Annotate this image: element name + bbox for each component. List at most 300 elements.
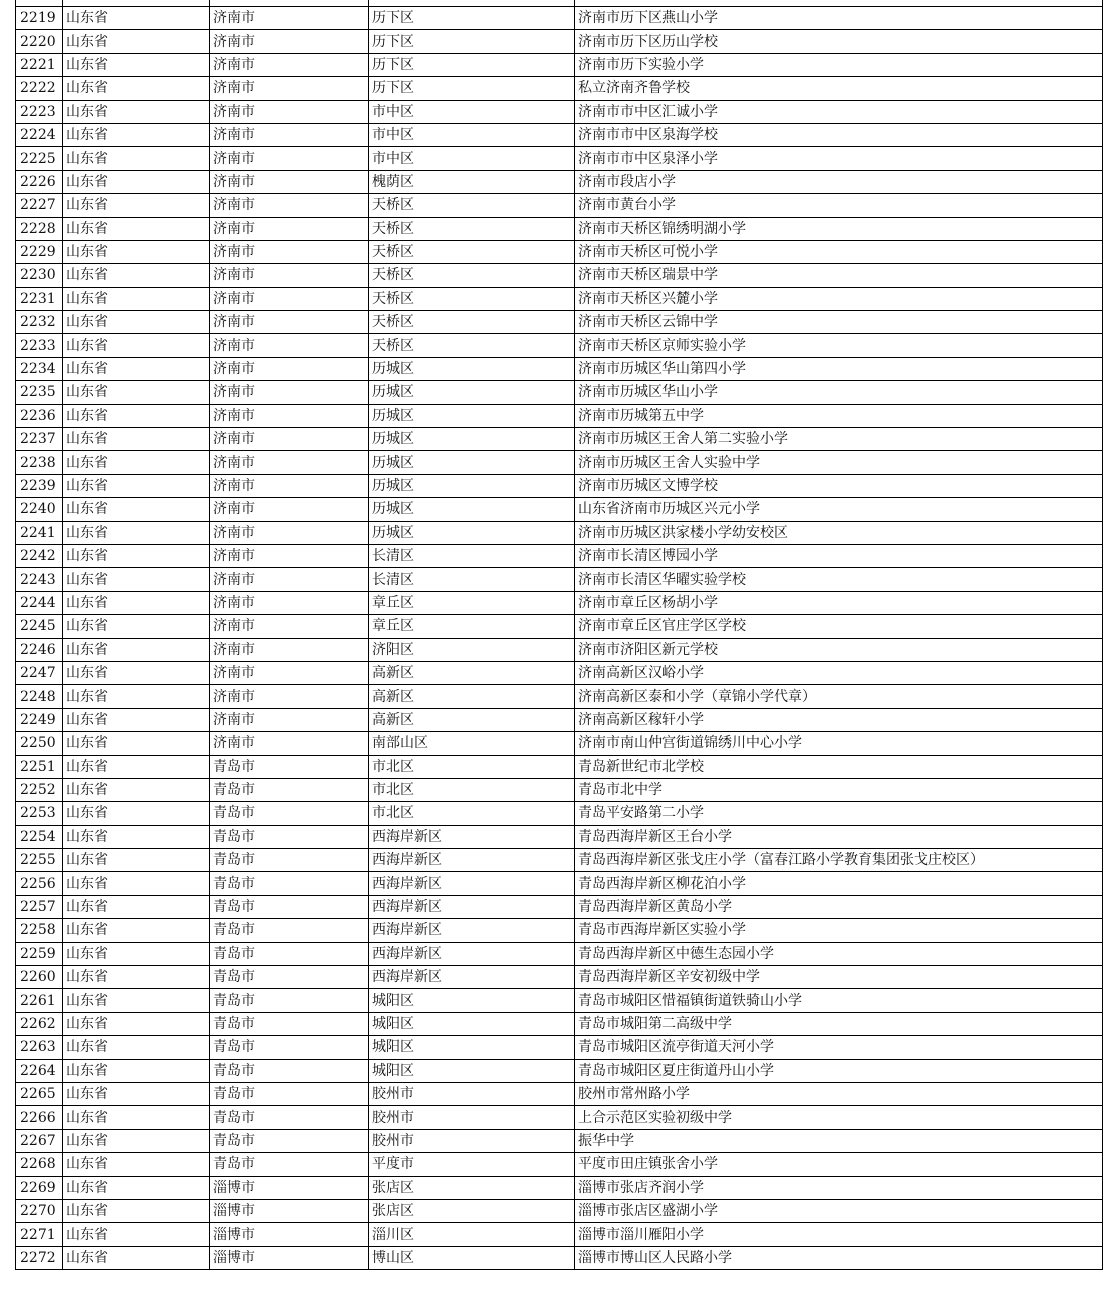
cell-school: 济南市历城区文博学校: [575, 474, 1103, 497]
table-row: [16, 919, 1103, 942]
cell-city: 济南市: [210, 638, 369, 661]
cell-no: 2249: [16, 708, 63, 731]
cell-no: 2241: [16, 521, 63, 544]
table-row: [16, 1246, 1103, 1269]
table-row: [16, 7, 1103, 30]
cell-province: 山东省: [63, 381, 210, 404]
table-row: [16, 1106, 1103, 1129]
table-row: [16, 732, 1103, 755]
cell-province: 山东省: [63, 7, 210, 30]
cell-school: 青岛市城阳区惜福镇街道铁骑山小学: [575, 989, 1103, 1012]
cell-district: 高新区: [369, 661, 575, 684]
cell-school: 淄博市淄川雁阳小学: [575, 1223, 1103, 1246]
school-table-body: [16, 0, 1103, 1270]
cell-province: 山东省: [63, 1223, 210, 1246]
cell-no: 2245: [16, 615, 63, 638]
cell-no: 2243: [16, 568, 63, 591]
cell-district: 城阳区: [369, 989, 575, 1012]
table-row: [16, 615, 1103, 638]
cell-district: 济阳区: [369, 638, 575, 661]
cell-school: 济南市天桥区可悦小学: [575, 240, 1103, 263]
cell-province: 山东省: [63, 1176, 210, 1199]
cell-city: 济南市: [210, 264, 369, 287]
cell-school: 青岛平安路第二小学: [575, 802, 1103, 825]
cell-school: 青岛市西海岸新区实验小学: [575, 919, 1103, 942]
table-row: [16, 966, 1103, 989]
cell-city: 济南市: [210, 498, 369, 521]
table-row: [16, 778, 1103, 801]
cell-city: 济南市: [210, 311, 369, 334]
cell-city: 济南市: [210, 77, 369, 100]
table-row: [16, 30, 1103, 53]
cell-city: 青岛市: [210, 849, 369, 872]
cell-no: 2242: [16, 544, 63, 567]
cell-province: 山东省: [63, 147, 210, 170]
table-row: [16, 521, 1103, 544]
cell-city: 济南市: [210, 591, 369, 614]
cell-no: 2261: [16, 989, 63, 1012]
cell-no: 2235: [16, 381, 63, 404]
cell-province: 山东省: [63, 1082, 210, 1105]
cell-district: 天桥区: [369, 287, 575, 310]
cell-school: 济南市济阳区新元学校: [575, 638, 1103, 661]
cell-city: 青岛市: [210, 778, 369, 801]
cell-district: 槐荫区: [369, 170, 575, 193]
table-row: [16, 1036, 1103, 1059]
cell-school: 青岛西海岸新区黄岛小学: [575, 895, 1103, 918]
cell-school: 济南市章丘区杨胡小学: [575, 591, 1103, 614]
cell-district: 张店区: [369, 1199, 575, 1222]
table-row: [16, 849, 1103, 872]
cell-school: 济南市天桥区云锦中学: [575, 311, 1103, 334]
cell-district: 市中区: [369, 123, 575, 146]
cell-province: 山东省: [63, 1106, 210, 1129]
table-row: [16, 264, 1103, 287]
cell-province: 山东省: [63, 451, 210, 474]
cell-no: 2234: [16, 357, 63, 380]
cell-school: 济南市天桥区京师实验小学: [575, 334, 1103, 357]
table-row: [16, 802, 1103, 825]
cell-province: 山东省: [63, 989, 210, 1012]
cell-school: 青岛西海岸新区张戈庄小学（富春江路小学教育集团张戈庄校区）: [575, 849, 1103, 872]
cell-no: 2227: [16, 194, 63, 217]
cell-no: 2271: [16, 1223, 63, 1246]
table-row: [16, 942, 1103, 965]
cell-no: 2236: [16, 404, 63, 427]
cell-no: 2228: [16, 217, 63, 240]
cell-district: 胶州市: [369, 1129, 575, 1152]
cell-province: 山东省: [63, 966, 210, 989]
cell-city: 济南市: [210, 615, 369, 638]
cell-city: 青岛市: [210, 1129, 369, 1152]
table-row: [16, 100, 1103, 123]
table-row: [16, 53, 1103, 76]
cell-city: 淄博市: [210, 1199, 369, 1222]
cell-school: 青岛市城阳区流亭街道天河小学: [575, 1036, 1103, 1059]
cell-school: 青岛市城阳第二高级中学: [575, 1012, 1103, 1035]
cell-no: 2233: [16, 334, 63, 357]
cell-district: 平度市: [369, 1153, 575, 1176]
table-row: [16, 568, 1103, 591]
cell-no: 2255: [16, 849, 63, 872]
cell-no: 2225: [16, 147, 63, 170]
cell-city: 淄博市: [210, 1246, 369, 1269]
table-row: [16, 1082, 1103, 1105]
cell-no: 2267: [16, 1129, 63, 1152]
cell-city: 济南市: [210, 287, 369, 310]
cell-province: 山东省: [63, 732, 210, 755]
cell-no: 2263: [16, 1036, 63, 1059]
table-row: [16, 147, 1103, 170]
cell-district: 市中区: [369, 100, 575, 123]
table-row: [16, 544, 1103, 567]
cell-district: 长清区: [369, 544, 575, 567]
cell-no: 2268: [16, 1153, 63, 1176]
cell-province: 山东省: [63, 53, 210, 76]
cell-province: 山东省: [63, 872, 210, 895]
table-row: [16, 357, 1103, 380]
cell-school: 济南高新区稼轩小学: [575, 708, 1103, 731]
table-row: [16, 381, 1103, 404]
cell-district: 章丘区: [369, 615, 575, 638]
cell-school: 青岛新世纪市北学校: [575, 755, 1103, 778]
cell-district: 高新区: [369, 685, 575, 708]
cell-province: 山东省: [63, 661, 210, 684]
cell-district: 历城区: [369, 381, 575, 404]
cell-school: 济南市历城区华山小学: [575, 381, 1103, 404]
cell-province: 山东省: [63, 264, 210, 287]
cell-district: 历下区: [369, 7, 575, 30]
table-row: [16, 404, 1103, 427]
cell-city: 青岛市: [210, 1153, 369, 1176]
cell-province: 山东省: [63, 849, 210, 872]
cell-district: 南部山区: [369, 732, 575, 755]
cell-school: 济南市历城区王舍人实验中学: [575, 451, 1103, 474]
table-row: [16, 1153, 1103, 1176]
cell-district: 西海岸新区: [369, 966, 575, 989]
cell-no: 2224: [16, 123, 63, 146]
cell-city: 济南市: [210, 194, 369, 217]
cell-district: 胶州市: [369, 1082, 575, 1105]
cell-school: 青岛西海岸新区王台小学: [575, 825, 1103, 848]
cell-district: 历下区: [369, 30, 575, 53]
cell-district: 天桥区: [369, 217, 575, 240]
cell-city: 青岛市: [210, 802, 369, 825]
cell-no: 2253: [16, 802, 63, 825]
cell-city: 青岛市: [210, 825, 369, 848]
cell-city: 青岛市: [210, 1012, 369, 1035]
table-row: [16, 989, 1103, 1012]
cell-no: 2229: [16, 240, 63, 263]
cell-city: 济南市: [210, 732, 369, 755]
cell-school: 济南市天桥区锦绣明湖小学: [575, 217, 1103, 240]
cell-city: 济南市: [210, 428, 369, 451]
cell-district: 天桥区: [369, 264, 575, 287]
cell-school: 济南高新区泰和小学（章锦小学代章）: [575, 685, 1103, 708]
cell-district: 历城区: [369, 474, 575, 497]
cell-no: 2272: [16, 1246, 63, 1269]
cell-school: 青岛西海岸新区柳花泊小学: [575, 872, 1103, 895]
cell-school: 济南市历下实验小学: [575, 53, 1103, 76]
cell-province: 山东省: [63, 357, 210, 380]
cell-no: 2264: [16, 1059, 63, 1082]
table-row: [16, 1223, 1103, 1246]
cell-province: 山东省: [63, 194, 210, 217]
cell-province: 山东省: [63, 474, 210, 497]
cell-school: 济南市南山仲宫街道锦绣川中心小学: [575, 732, 1103, 755]
cell-district: 历城区: [369, 521, 575, 544]
cell-province: 山东省: [63, 498, 210, 521]
cell-city: 济南市: [210, 568, 369, 591]
table-row: [16, 334, 1103, 357]
cell-no: 2251: [16, 755, 63, 778]
cell-no: 2265: [16, 1082, 63, 1105]
cell-province: 山东省: [63, 77, 210, 100]
cell-school: 淄博市张店齐润小学: [575, 1176, 1103, 1199]
cell-province: 山东省: [63, 1012, 210, 1035]
cell-province: 山东省: [63, 428, 210, 451]
cell-province: 山东省: [63, 615, 210, 638]
cell-no: 2226: [16, 170, 63, 193]
cell-city: 济南市: [210, 451, 369, 474]
cell-school: 济南市长清区华曜实验学校: [575, 568, 1103, 591]
table-row: [16, 755, 1103, 778]
cell-district: 历城区: [369, 428, 575, 451]
cell-school: 济南市市中区泉海学校: [575, 123, 1103, 146]
cell-province: 山东省: [63, 802, 210, 825]
cell-no: 2269: [16, 1176, 63, 1199]
cell-no: 2239: [16, 474, 63, 497]
cell-no: 2259: [16, 942, 63, 965]
cell-province: 山东省: [63, 287, 210, 310]
cell-province: 山东省: [63, 919, 210, 942]
cell-district: 市中区: [369, 147, 575, 170]
cell-no: 2230: [16, 264, 63, 287]
cell-city: 济南市: [210, 30, 369, 53]
cell-city: 济南市: [210, 474, 369, 497]
cell-no: 2246: [16, 638, 63, 661]
cell-school: 济南市历城区王舍人第二实验小学: [575, 428, 1103, 451]
cell-school: 青岛市城阳区夏庄街道丹山小学: [575, 1059, 1103, 1082]
cell-city: 青岛市: [210, 755, 369, 778]
cell-district: 章丘区: [369, 591, 575, 614]
cell-school: 济南市历下区燕山小学: [575, 7, 1103, 30]
table-row: [16, 170, 1103, 193]
cell-no: 2219: [16, 7, 63, 30]
cell-city: 青岛市: [210, 895, 369, 918]
cell-province: 山东省: [63, 1059, 210, 1082]
cell-city: 济南市: [210, 147, 369, 170]
cell-city: 济南市: [210, 685, 369, 708]
cell-district: 天桥区: [369, 334, 575, 357]
cell-city: 济南市: [210, 170, 369, 193]
cell-district: 天桥区: [369, 311, 575, 334]
cell-school: 私立济南齐鲁学校: [575, 77, 1103, 100]
table-row: [16, 1176, 1103, 1199]
cell-no: 2220: [16, 30, 63, 53]
cell-no: 2221: [16, 53, 63, 76]
cell-city: 淄博市: [210, 1176, 369, 1199]
table-row: [16, 474, 1103, 497]
cell-province: 山东省: [63, 568, 210, 591]
table-row: [16, 1199, 1103, 1222]
cell-province: 山东省: [63, 895, 210, 918]
school-table: [15, 0, 1103, 1270]
table-row: [16, 77, 1103, 100]
table-row: [16, 825, 1103, 848]
table-row: [16, 591, 1103, 614]
cell-district: 西海岸新区: [369, 895, 575, 918]
cell-district: 城阳区: [369, 1059, 575, 1082]
cell-province: 山东省: [63, 942, 210, 965]
cell-school: 济南市章丘区官庄学区学校: [575, 615, 1103, 638]
cell-province: 山东省: [63, 123, 210, 146]
table-row: [16, 123, 1103, 146]
cell-province: 山东省: [63, 1246, 210, 1269]
cell-district: 西海岸新区: [369, 942, 575, 965]
cell-province: 山东省: [63, 240, 210, 263]
cell-school: 山东省济南市历城区兴元小学: [575, 498, 1103, 521]
cell-district: 长清区: [369, 568, 575, 591]
cell-no: 2244: [16, 591, 63, 614]
cell-school: 平度市田庄镇张舍小学: [575, 1153, 1103, 1176]
cell-city: 青岛市: [210, 966, 369, 989]
table-row: [16, 895, 1103, 918]
cell-province: 山东省: [63, 170, 210, 193]
cell-district: 西海岸新区: [369, 872, 575, 895]
cell-no: 2237: [16, 428, 63, 451]
cell-no: 2260: [16, 966, 63, 989]
cell-district: 历下区: [369, 77, 575, 100]
cell-district: 市北区: [369, 802, 575, 825]
cell-school: 济南市历城第五中学: [575, 404, 1103, 427]
cell-city: 济南市: [210, 357, 369, 380]
cell-no: 2270: [16, 1199, 63, 1222]
cell-city: 济南市: [210, 544, 369, 567]
table-row: [16, 872, 1103, 895]
cell-school: 济南高新区汉峪小学: [575, 661, 1103, 684]
table-row: [16, 240, 1103, 263]
table-row: [16, 685, 1103, 708]
cell-city: 青岛市: [210, 872, 369, 895]
cell-province: 山东省: [63, 708, 210, 731]
cell-district: 天桥区: [369, 194, 575, 217]
cell-city: 济南市: [210, 661, 369, 684]
cell-district: 胶州市: [369, 1106, 575, 1129]
cell-city: 济南市: [210, 240, 369, 263]
school-list-page: [15, 0, 1102, 1270]
cell-school: 淄博市博山区人民路小学: [575, 1246, 1103, 1269]
table-row: [16, 1129, 1103, 1152]
cell-city: 青岛市: [210, 1036, 369, 1059]
cell-city: 青岛市: [210, 1059, 369, 1082]
cell-school: 青岛市北中学: [575, 778, 1103, 801]
cell-school: 济南市历城区洪家楼小学幼安校区: [575, 521, 1103, 544]
cell-province: 山东省: [63, 100, 210, 123]
cell-province: 山东省: [63, 1036, 210, 1059]
cell-province: 山东省: [63, 638, 210, 661]
cell-school: 济南市天桥区兴麓小学: [575, 287, 1103, 310]
cell-city: 济南市: [210, 334, 369, 357]
cell-school: 青岛西海岸新区中德生态园小学: [575, 942, 1103, 965]
cell-school: 济南市天桥区瑞景中学: [575, 264, 1103, 287]
cell-no: 2247: [16, 661, 63, 684]
cell-no: 2232: [16, 311, 63, 334]
cell-no: 2257: [16, 895, 63, 918]
cell-district: 市北区: [369, 755, 575, 778]
cell-province: 山东省: [63, 404, 210, 427]
cell-no: 2254: [16, 825, 63, 848]
cell-no: 2262: [16, 1012, 63, 1035]
cell-school: 胶州市常州路小学: [575, 1082, 1103, 1105]
table-row: [16, 708, 1103, 731]
table-row: [16, 194, 1103, 217]
cell-province: 山东省: [63, 685, 210, 708]
table-row: [16, 661, 1103, 684]
cell-district: 西海岸新区: [369, 919, 575, 942]
cell-city: 济南市: [210, 217, 369, 240]
cell-no: 2223: [16, 100, 63, 123]
cell-city: 青岛市: [210, 942, 369, 965]
cell-district: 张店区: [369, 1176, 575, 1199]
cell-district: 市北区: [369, 778, 575, 801]
cell-province: 山东省: [63, 521, 210, 544]
cell-district: 城阳区: [369, 1036, 575, 1059]
cell-no: 2250: [16, 732, 63, 755]
cell-district: 天桥区: [369, 240, 575, 263]
cell-province: 山东省: [63, 1153, 210, 1176]
cell-city: 青岛市: [210, 919, 369, 942]
cell-district: 西海岸新区: [369, 825, 575, 848]
cell-city: 济南市: [210, 404, 369, 427]
cell-province: 山东省: [63, 825, 210, 848]
cell-school: 淄博市张店区盛湖小学: [575, 1199, 1103, 1222]
cell-district: 历城区: [369, 357, 575, 380]
cell-city: 济南市: [210, 7, 369, 30]
table-row: [16, 498, 1103, 521]
cell-no: 2256: [16, 872, 63, 895]
cell-school: 青岛西海岸新区辛安初级中学: [575, 966, 1103, 989]
cell-province: 山东省: [63, 311, 210, 334]
table-row: [16, 287, 1103, 310]
cell-province: 山东省: [63, 30, 210, 53]
cell-city: 济南市: [210, 100, 369, 123]
cell-district: 高新区: [369, 708, 575, 731]
cell-school: 济南市历下区历山学校: [575, 30, 1103, 53]
cell-school: 济南市历城区华山第四小学: [575, 357, 1103, 380]
cell-no: 2248: [16, 685, 63, 708]
cell-district: 博山区: [369, 1246, 575, 1269]
cell-city: 济南市: [210, 123, 369, 146]
cell-no: 2222: [16, 77, 63, 100]
cell-no: 2266: [16, 1106, 63, 1129]
cell-city: 淄博市: [210, 1223, 369, 1246]
cell-province: 山东省: [63, 778, 210, 801]
cell-school: 济南市市中区泉泽小学: [575, 147, 1103, 170]
cell-province: 山东省: [63, 217, 210, 240]
table-row: [16, 1059, 1103, 1082]
cell-school: 振华中学: [575, 1129, 1103, 1152]
cell-city: 青岛市: [210, 1106, 369, 1129]
cell-city: 青岛市: [210, 1082, 369, 1105]
cell-district: 淄川区: [369, 1223, 575, 1246]
table-row: [16, 428, 1103, 451]
cell-no: 2240: [16, 498, 63, 521]
cell-province: 山东省: [63, 591, 210, 614]
cell-province: 山东省: [63, 755, 210, 778]
cell-province: 山东省: [63, 1129, 210, 1152]
cell-district: 历城区: [369, 451, 575, 474]
